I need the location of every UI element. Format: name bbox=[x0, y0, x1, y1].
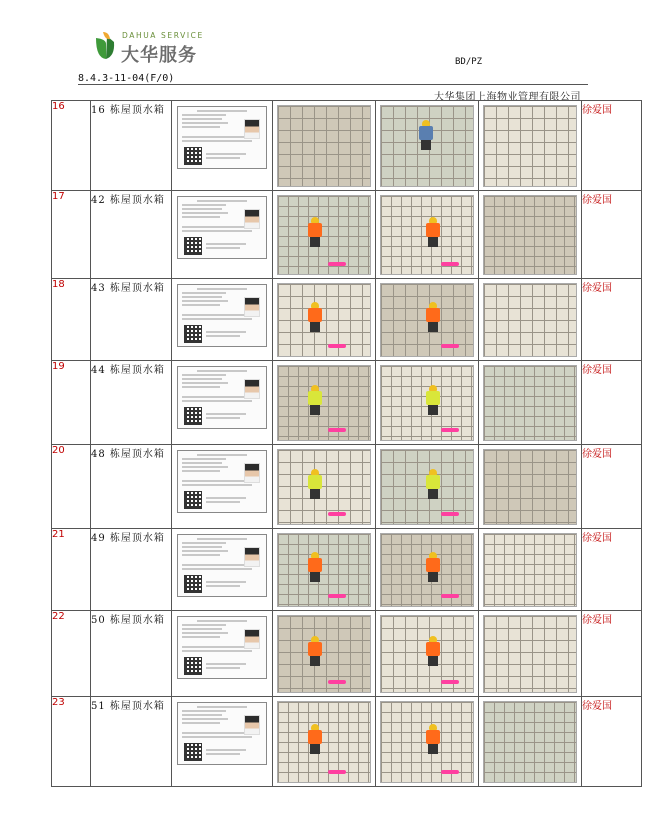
signer-name bbox=[582, 697, 642, 787]
health-certificate-cell bbox=[172, 361, 273, 445]
work-photo-3 bbox=[479, 611, 582, 697]
doc-code: BD/PZ bbox=[455, 57, 483, 67]
location-name-text: 16 栋屋顶水箱 bbox=[91, 105, 165, 116]
qr-code-icon bbox=[184, 407, 202, 425]
health-certificate-image bbox=[177, 284, 267, 347]
row-number bbox=[52, 361, 91, 445]
health-certificate-cell bbox=[172, 611, 273, 697]
row-number bbox=[52, 445, 91, 529]
health-certificate-image bbox=[177, 450, 267, 513]
mop-shape bbox=[441, 428, 459, 432]
document-header bbox=[0, 0, 650, 104]
worker-figure bbox=[426, 552, 440, 582]
work-photo-2 bbox=[376, 697, 479, 787]
health-certificate-image bbox=[177, 106, 267, 169]
work-photo-1 bbox=[273, 279, 376, 361]
health-certificate-image bbox=[177, 534, 267, 597]
health-certificate-image bbox=[177, 702, 267, 765]
logo-leaf-icon bbox=[94, 30, 116, 60]
location-name-text: 49 栋屋顶水箱 bbox=[91, 533, 165, 544]
qr-code-icon bbox=[184, 743, 202, 761]
mop-shape bbox=[441, 262, 459, 266]
company-name: 大华集团上海物业管理有限公司 bbox=[434, 92, 581, 103]
work-photo-2 bbox=[376, 445, 479, 529]
table-row bbox=[52, 697, 642, 787]
qr-code-icon bbox=[184, 237, 202, 255]
portrait-photo bbox=[244, 209, 260, 229]
mop-shape bbox=[328, 262, 346, 266]
worker-figure bbox=[308, 469, 322, 499]
table-row bbox=[52, 101, 642, 191]
logo-english: DAHUA SERVICE bbox=[122, 31, 204, 40]
worker-figure bbox=[308, 636, 322, 666]
row-number-text: 20 bbox=[52, 445, 65, 456]
mop-shape bbox=[328, 594, 346, 598]
signer-name bbox=[582, 101, 642, 191]
row-number-text: 17 bbox=[52, 191, 65, 202]
row-number bbox=[52, 697, 91, 787]
mop-shape bbox=[441, 594, 459, 598]
worker-figure bbox=[308, 724, 322, 754]
location-name bbox=[91, 101, 172, 191]
health-certificate-cell bbox=[172, 697, 273, 787]
work-photo-3 bbox=[479, 445, 582, 529]
location-name bbox=[91, 279, 172, 361]
work-photo-2 bbox=[376, 101, 479, 191]
signer-name bbox=[582, 445, 642, 529]
worker-figure bbox=[426, 469, 440, 499]
row-number bbox=[52, 611, 91, 697]
table-row bbox=[52, 191, 642, 279]
portrait-photo bbox=[244, 379, 260, 399]
mop-shape bbox=[328, 512, 346, 516]
health-certificate-cell bbox=[172, 445, 273, 529]
qr-code-icon bbox=[184, 325, 202, 343]
location-name bbox=[91, 529, 172, 611]
worker-figure bbox=[308, 302, 322, 332]
row-number bbox=[52, 529, 91, 611]
signer-name bbox=[582, 611, 642, 697]
worker-figure bbox=[426, 724, 440, 754]
work-photo-3 bbox=[479, 529, 582, 611]
signer-name bbox=[582, 279, 642, 361]
portrait-photo bbox=[244, 629, 260, 649]
table-row bbox=[52, 611, 642, 697]
location-name-text: 48 栋屋顶水箱 bbox=[91, 449, 165, 460]
portrait-photo bbox=[244, 547, 260, 567]
mop-shape bbox=[441, 770, 459, 774]
portrait-photo bbox=[244, 119, 260, 139]
worker-figure bbox=[419, 120, 433, 150]
work-photo-2 bbox=[376, 279, 479, 361]
location-name bbox=[91, 611, 172, 697]
worker-figure bbox=[308, 552, 322, 582]
location-name-text: 50 栋屋顶水箱 bbox=[91, 615, 165, 626]
signer-name-text: 徐爱国 bbox=[582, 615, 612, 626]
health-certificate-cell bbox=[172, 529, 273, 611]
work-photo-1 bbox=[273, 445, 376, 529]
work-photo-2 bbox=[376, 361, 479, 445]
logo-chinese: 大华服务 bbox=[121, 45, 197, 66]
row-number-text: 18 bbox=[52, 279, 65, 290]
signer-name-text: 徐爱国 bbox=[582, 195, 612, 206]
location-name-text: 43 栋屋顶水箱 bbox=[91, 283, 165, 294]
work-photo-1 bbox=[273, 529, 376, 611]
worker-figure bbox=[426, 385, 440, 415]
health-certificate-cell bbox=[172, 279, 273, 361]
work-photo-3 bbox=[479, 697, 582, 787]
signer-name-text: 徐爱国 bbox=[582, 283, 612, 294]
work-photo-3 bbox=[479, 101, 582, 191]
worker-figure bbox=[426, 636, 440, 666]
health-certificate-image bbox=[177, 616, 267, 679]
qr-code-icon bbox=[184, 491, 202, 509]
row-number-text: 23 bbox=[52, 697, 65, 708]
header-divider bbox=[78, 84, 588, 85]
portrait-photo bbox=[244, 463, 260, 483]
mop-shape bbox=[441, 680, 459, 684]
mop-shape bbox=[328, 770, 346, 774]
table-row bbox=[52, 529, 642, 611]
qr-code-icon bbox=[184, 147, 202, 165]
mop-shape bbox=[328, 680, 346, 684]
worker-figure bbox=[426, 302, 440, 332]
portrait-photo bbox=[244, 297, 260, 317]
work-photo-1 bbox=[273, 611, 376, 697]
location-name bbox=[91, 697, 172, 787]
location-name bbox=[91, 361, 172, 445]
work-photo-1 bbox=[273, 191, 376, 279]
location-name bbox=[91, 445, 172, 529]
work-photo-2 bbox=[376, 529, 479, 611]
qr-code-icon bbox=[184, 657, 202, 675]
signer-name bbox=[582, 191, 642, 279]
worker-figure bbox=[308, 217, 322, 247]
signer-name bbox=[582, 529, 642, 611]
signer-name-text: 徐爱国 bbox=[582, 449, 612, 460]
table-row bbox=[52, 445, 642, 529]
work-photo-2 bbox=[376, 611, 479, 697]
work-photo-3 bbox=[479, 361, 582, 445]
signer-name-text: 徐爱国 bbox=[582, 365, 612, 376]
worker-figure bbox=[308, 385, 322, 415]
row-number-text: 19 bbox=[52, 361, 65, 372]
mop-shape bbox=[441, 344, 459, 348]
row-number bbox=[52, 279, 91, 361]
row-number bbox=[52, 101, 91, 191]
health-certificate-cell bbox=[172, 191, 273, 279]
health-certificate-image bbox=[177, 196, 267, 259]
signer-name-text: 徐爱国 bbox=[582, 105, 612, 116]
row-number-text: 21 bbox=[52, 529, 65, 540]
mop-shape bbox=[328, 428, 346, 432]
signer-name-text: 徐爱国 bbox=[582, 701, 612, 712]
work-photo-1 bbox=[273, 697, 376, 787]
health-certificate-cell bbox=[172, 101, 273, 191]
row-number-text: 16 bbox=[52, 101, 65, 112]
table-row bbox=[52, 361, 642, 445]
location-name-text: 44 栋屋顶水箱 bbox=[91, 365, 165, 376]
location-name-text: 42 栋屋顶水箱 bbox=[91, 195, 165, 206]
work-photo-2 bbox=[376, 191, 479, 279]
qr-code-icon bbox=[184, 575, 202, 593]
table-row bbox=[52, 279, 642, 361]
signer-name-text: 徐爱国 bbox=[582, 533, 612, 544]
company-logo bbox=[94, 30, 224, 64]
work-photo-3 bbox=[479, 191, 582, 279]
worker-figure bbox=[426, 217, 440, 247]
row-number-text: 22 bbox=[52, 611, 65, 622]
portrait-photo bbox=[244, 715, 260, 735]
work-photo-1 bbox=[273, 361, 376, 445]
mop-shape bbox=[328, 344, 346, 348]
cleaning-record-table bbox=[51, 100, 642, 787]
mop-shape bbox=[441, 512, 459, 516]
location-name-text: 51 栋屋顶水箱 bbox=[91, 701, 165, 712]
row-number bbox=[52, 191, 91, 279]
health-certificate-image bbox=[177, 366, 267, 429]
location-name bbox=[91, 191, 172, 279]
form-code: 8.4.3-11-04(F/0) bbox=[78, 73, 175, 84]
work-photo-1 bbox=[273, 101, 376, 191]
work-photo-3 bbox=[479, 279, 582, 361]
signer-name bbox=[582, 361, 642, 445]
